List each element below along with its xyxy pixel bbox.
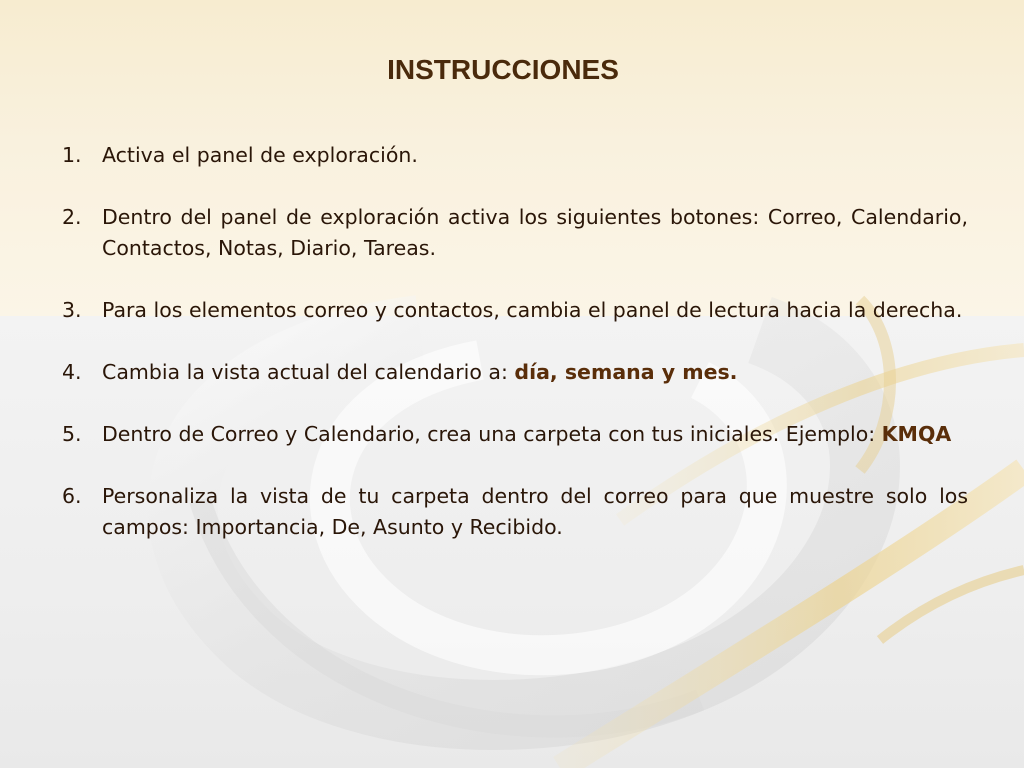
item-number: 5. — [62, 422, 82, 446]
item-text: Dentro de Correo y Calendario, crea una carpeta con tus iniciales. Ejemplo: — [102, 422, 882, 446]
item-text: Personaliza la vista de tu carpeta dentro del correo para que muestre solo los campos: Importancia, De, Asunto y Recibido. — [102, 484, 968, 539]
list-item — [62, 481, 968, 543]
item-number: 1. — [62, 143, 82, 167]
list-item — [62, 419, 968, 450]
item-emphasis: KMQA — [881, 422, 952, 446]
list-item — [62, 357, 968, 388]
item-number: 3. — [62, 298, 82, 322]
item-text: Para los elementos correo y contactos, cambia el panel de lectura hacia la derecha. — [102, 298, 963, 322]
item-text: Activa el panel de exploración. — [102, 143, 418, 167]
item-text: Cambia la vista actual del calendario a: — [102, 360, 515, 384]
item-number: 4. — [62, 360, 82, 384]
item-number: 2. — [62, 205, 82, 229]
item-text: Dentro del panel de exploración activa los siguientes botones: Correo, Calendario, Contactos, Notas, Diario, Tareas. — [102, 205, 968, 260]
instructions-list — [62, 140, 968, 574]
page-title: INSTRUCCIONES — [387, 54, 619, 85]
item-emphasis: día, semana y mes. — [514, 360, 738, 384]
list-item — [62, 140, 968, 171]
item-number: 6. — [62, 484, 82, 508]
list-item — [62, 202, 968, 264]
list-item — [62, 295, 968, 326]
